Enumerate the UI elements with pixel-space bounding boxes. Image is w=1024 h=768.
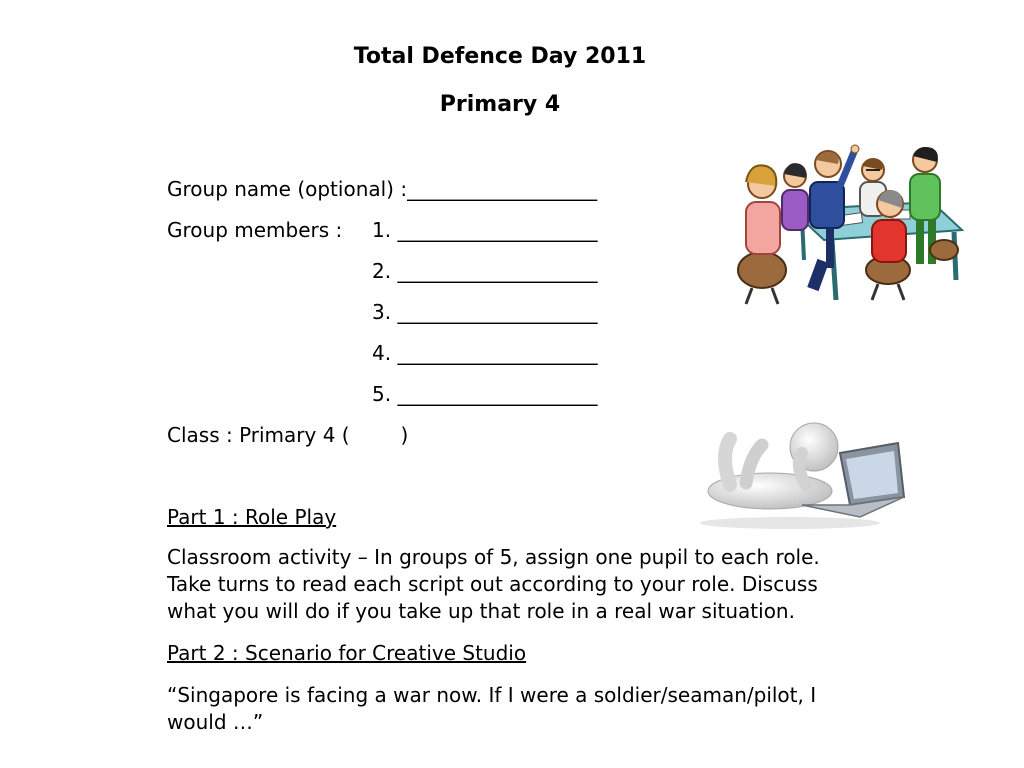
member-blank: ____________________ [397,300,598,324]
member-blank: ____________________ [397,218,598,242]
member-number: 5. [372,382,392,406]
member-line [372,300,597,324]
member-blank: ____________________ [397,259,598,283]
member-line [372,341,597,365]
meeting-clipart [732,140,968,308]
group-name-blank: ___________________ [407,177,598,201]
part1-heading: Part 1 : Role Play [167,505,337,529]
page-title: Total Defence Day 2011 [353,44,647,69]
part2-heading: Part 2 : Scenario for Creative Studio [167,641,527,665]
member-number: 3. [372,300,392,324]
member-number: 1. [372,218,392,242]
group-members-label: Group members : [167,218,343,242]
class-label: Class : Primary 4 ( ) [167,423,409,447]
member-blank: ____________________ [397,382,598,406]
group-name-label-text: Group name (optional) : [167,177,408,201]
part2-text: “Singapore is facing a war now. If I were a soldier/seaman/pilot, I would …” [167,683,817,734]
group-name-label [167,177,597,201]
member-line [372,218,597,242]
figure-laptop-clipart [690,405,910,539]
member-number: 2. [372,259,392,283]
part1-text: Classroom activity – In groups of 5, assign one pupil to each role. Take turns to read each script out according to your role. Discuss what you will do if you take up that role in a real war situation. [167,545,820,623]
page-subtitle: Primary 4 [439,92,561,117]
member-number: 4. [372,341,392,365]
member-blank: ____________________ [397,341,598,365]
member-line [372,382,597,406]
member-line [372,259,597,283]
